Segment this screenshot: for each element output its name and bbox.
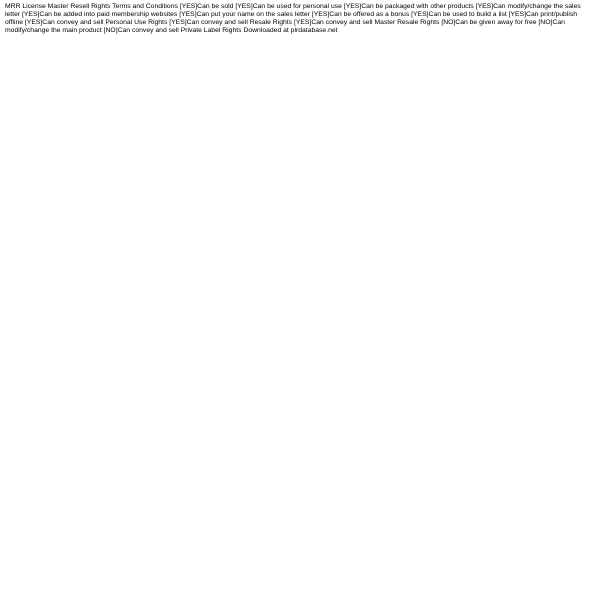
term-label: Can modify/change the main product (5, 19, 565, 34)
term-label: Can modify/change the sales letter (5, 3, 581, 18)
license-title: MRR License Master Resell Rights Terms and Conditions (5, 3, 178, 10)
term-flag: [NO] (103, 27, 118, 34)
license-term (180, 3, 234, 10)
term-label: Can be packaged with other products (361, 3, 474, 10)
license-term (441, 19, 536, 26)
term-label: Can be sold (197, 3, 234, 10)
term-label: Can be used to build a list (428, 11, 507, 18)
license-term (25, 19, 167, 26)
term-flag: [YES] (508, 11, 527, 18)
license-term (235, 3, 342, 10)
term-flag: [YES] (169, 19, 187, 26)
term-label: Can convey and sell Master Resale Rights (311, 19, 440, 26)
term-flag: [YES] (179, 3, 198, 10)
term-flag: [YES] (293, 19, 312, 26)
term-label: Can convey and sell Personal Use Rights (42, 19, 168, 26)
term-label: Can be used for personal use (252, 3, 342, 10)
term-flag: [YES] (24, 19, 43, 26)
license-term (411, 11, 507, 18)
license-term (22, 11, 177, 18)
license-term (312, 11, 409, 18)
term-flag: [YES] (475, 3, 494, 10)
license-term (344, 3, 474, 10)
license-term (104, 27, 242, 34)
term-flag: [YES] (311, 11, 330, 18)
term-label: Can put your name on the sales letter (196, 11, 310, 18)
download-attribution: Downloaded at plrdatabase.net (243, 27, 338, 34)
term-label: Can be offered as a bonus (329, 11, 410, 18)
term-flag: [NO] (538, 19, 553, 26)
term-flag: [YES] (179, 11, 197, 18)
term-label: Can be added into paid membership websites (39, 11, 178, 18)
term-label: Can convey and sell Resale Rights (186, 19, 293, 26)
term-label: Can be given away for free (455, 19, 537, 26)
license-term (294, 19, 439, 26)
license-term (179, 11, 310, 18)
term-flag: [YES] (22, 11, 40, 18)
license-paragraph (5, 3, 596, 35)
term-flag: [YES] (343, 3, 362, 10)
term-flag: [NO] (441, 19, 456, 26)
term-flag: [YES] (411, 11, 429, 18)
license-term (169, 19, 292, 26)
term-flag: [YES] (235, 3, 253, 10)
term-label: Can print/publish offline (5, 11, 578, 26)
term-label: Can convey and sell Private Label Rights (117, 27, 242, 34)
